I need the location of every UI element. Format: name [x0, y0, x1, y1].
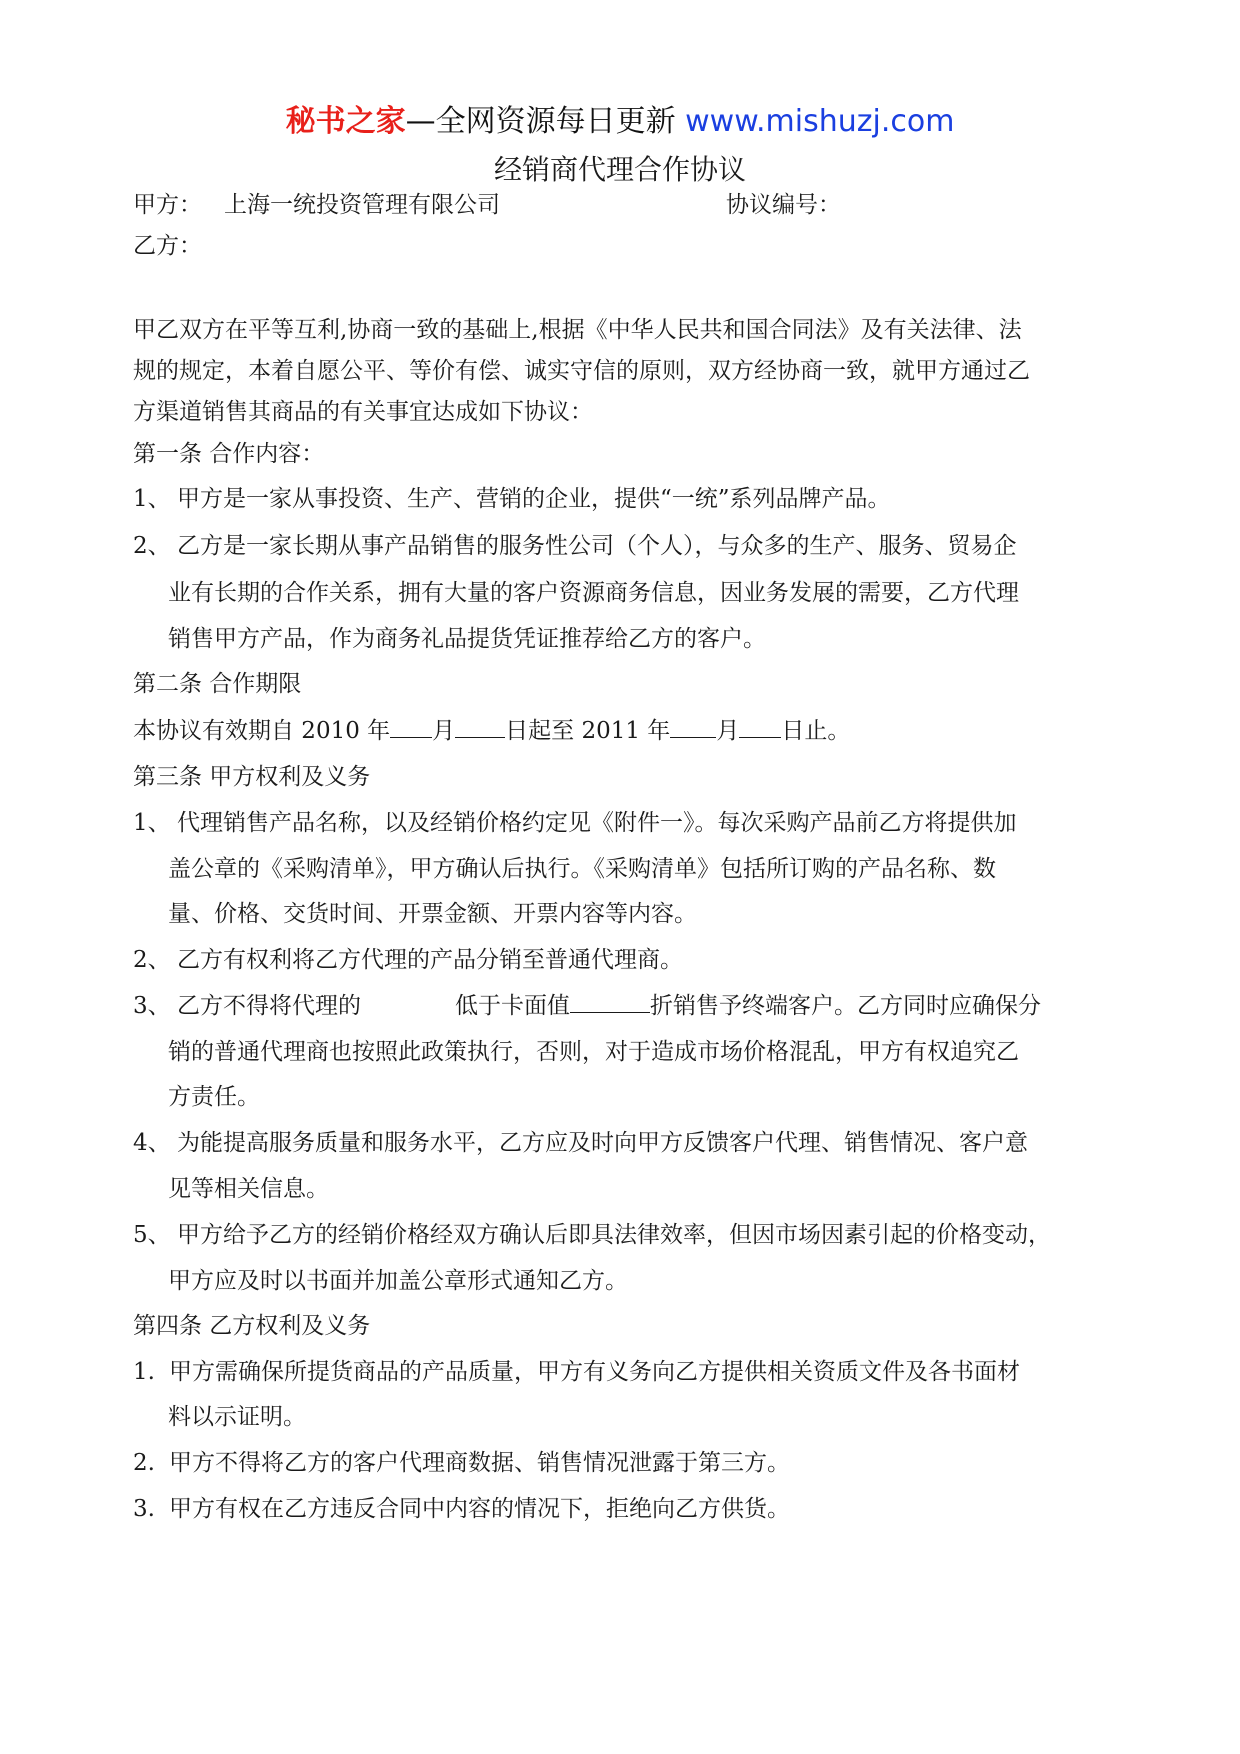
list-item-continuation: 业有长期的合作关系，拥有大量的客户资源商务信息，因业务发展的需要，乙方代理: [168, 580, 1019, 606]
term-text: 日起至 2011 年: [505, 718, 671, 744]
list-number: 1、: [133, 486, 171, 512]
list-number: 2.: [133, 1450, 155, 1476]
agreement-number-field: 协议编号：: [726, 192, 841, 218]
article-4-item-1: [133, 1355, 1020, 1389]
site-banner: [0, 100, 1240, 144]
party-b-label: 乙方：: [133, 233, 202, 259]
list-item-text: 甲方需确保所提货商品的产品质量，甲方有义务向乙方提供相关资质文件及各书面材: [169, 1359, 1020, 1385]
list-item-text: 甲方不得将乙方的客户代理商数据、销售情况泄露于第三方。: [169, 1450, 790, 1476]
list-item-continuation: 见等相关信息。: [168, 1176, 329, 1202]
list-item-continuation: 料以示证明。: [168, 1404, 306, 1430]
list-number: 5、: [133, 1222, 171, 1248]
term-period-line: [133, 714, 850, 748]
list-item-continuation: 盖公章的《采购清单》，甲方确认后执行。《采购清单》包括所订购的产品名称、数: [168, 856, 996, 882]
blank-month-field[interactable]: [390, 715, 432, 738]
list-item-text: 乙方是一家长期从事产品销售的服务性公司（个人），与众多的生产、服务、贸易企: [177, 533, 1017, 559]
intro-paragraph-line: 方渠道销售其商品的有关事宜达成如下协议：: [133, 399, 593, 425]
article-1-item-1: [133, 482, 891, 516]
list-number: 2、: [133, 947, 171, 973]
list-number: 1.: [133, 1359, 155, 1385]
list-item-text: 为能提高服务质量和服务水平，乙方应及时向甲方反馈客户代理、销售情况、客户意: [177, 1130, 1028, 1156]
list-item-text: 折销售予终端客户。乙方同时应确保分: [650, 993, 1041, 1019]
blank-day-field[interactable]: [739, 715, 781, 738]
banner-url-link[interactable]: www.mishuzj.com: [685, 104, 955, 139]
term-text: 日止。: [781, 718, 851, 744]
list-item-continuation: 方责任。: [168, 1084, 260, 1110]
party-a-line: [133, 188, 500, 222]
intro-paragraph-line: 甲乙双方在平等互利,协商一致的基础上,根据《中华人民共和国合同法》及有关法律、法: [133, 317, 1022, 343]
list-item-text: 甲方给予乙方的经销价格经双方确认后即具法律效率，但因市场因素引起的价格变动，: [177, 1222, 1051, 1248]
party-a-label: 甲方：: [133, 192, 202, 218]
list-number: 3、: [133, 993, 171, 1019]
list-item-text: 乙方有权利将乙方代理的产品分销至普通代理商。: [177, 947, 683, 973]
list-item-text: 代理销售产品名称，以及经销价格约定见《附件一》。每次采购产品前乙方将提供加: [177, 810, 1017, 836]
term-text: 月: [432, 718, 456, 744]
term-text: 本协议有效期自 2010 年: [133, 718, 391, 744]
term-text: 月: [716, 718, 740, 744]
list-item-continuation: 销售甲方产品，作为商务礼品提货凭证推荐给乙方的客户。: [168, 626, 766, 652]
blank-discount-field[interactable]: [570, 990, 650, 1013]
blank-day-field[interactable]: [455, 715, 505, 738]
list-number: 2、: [133, 533, 171, 559]
intro-paragraph-line: 规的规定，本着自愿公平、等价有偿、诚实守信的原则，双方经协商一致，就甲方通过乙: [133, 358, 1030, 384]
banner-tagline: —全网资源每日更新: [405, 104, 676, 139]
list-number: 4、: [133, 1130, 171, 1156]
article-3-item-2: [133, 943, 683, 977]
article-2-heading: 第二条 合作期限: [133, 671, 302, 697]
article-1-item-2: [133, 529, 1017, 563]
list-number: 1、: [133, 810, 171, 836]
list-item-text: 甲方有权在乙方违反合同中内容的情况下，拒绝向乙方供货。: [169, 1496, 790, 1522]
article-3-item-4: [133, 1126, 1028, 1160]
article-3-item-1: [133, 806, 1017, 840]
article-3-item-3: [133, 989, 1041, 1023]
document-title: 经销商代理合作协议: [493, 153, 746, 186]
list-item-continuation: 销的普通代理商也按照此政策执行，否则，对于造成市场价格混乱，甲方有权追究乙: [168, 1039, 1019, 1065]
party-a-name: 上海一统投资管理有限公司: [224, 192, 500, 218]
list-number: 3.: [133, 1496, 155, 1522]
article-3-item-5: [133, 1218, 1051, 1252]
article-4-item-2: [133, 1446, 790, 1480]
blank-month-field[interactable]: [670, 715, 716, 738]
list-item-continuation: 甲方应及时以书面并加盖公章形式通知乙方。: [168, 1268, 628, 1294]
article-4-heading: 第四条 乙方权利及义务: [133, 1313, 371, 1339]
article-3-heading: 第三条 甲方权利及义务: [133, 764, 371, 790]
banner-brand: 秘书之家: [285, 104, 406, 139]
article-4-item-3: [133, 1492, 790, 1526]
list-item-text: 低于卡面值: [455, 993, 570, 1019]
list-item-text: 甲方是一家从事投资、生产、营销的企业，提供“一统”系列品牌产品。: [177, 486, 891, 512]
list-item-text: 乙方不得将代理的: [177, 993, 361, 1019]
list-item-continuation: 量、价格、交货时间、开票金额、开票内容等内容。: [168, 901, 697, 927]
article-1-heading: 第一条 合作内容：: [133, 441, 325, 467]
